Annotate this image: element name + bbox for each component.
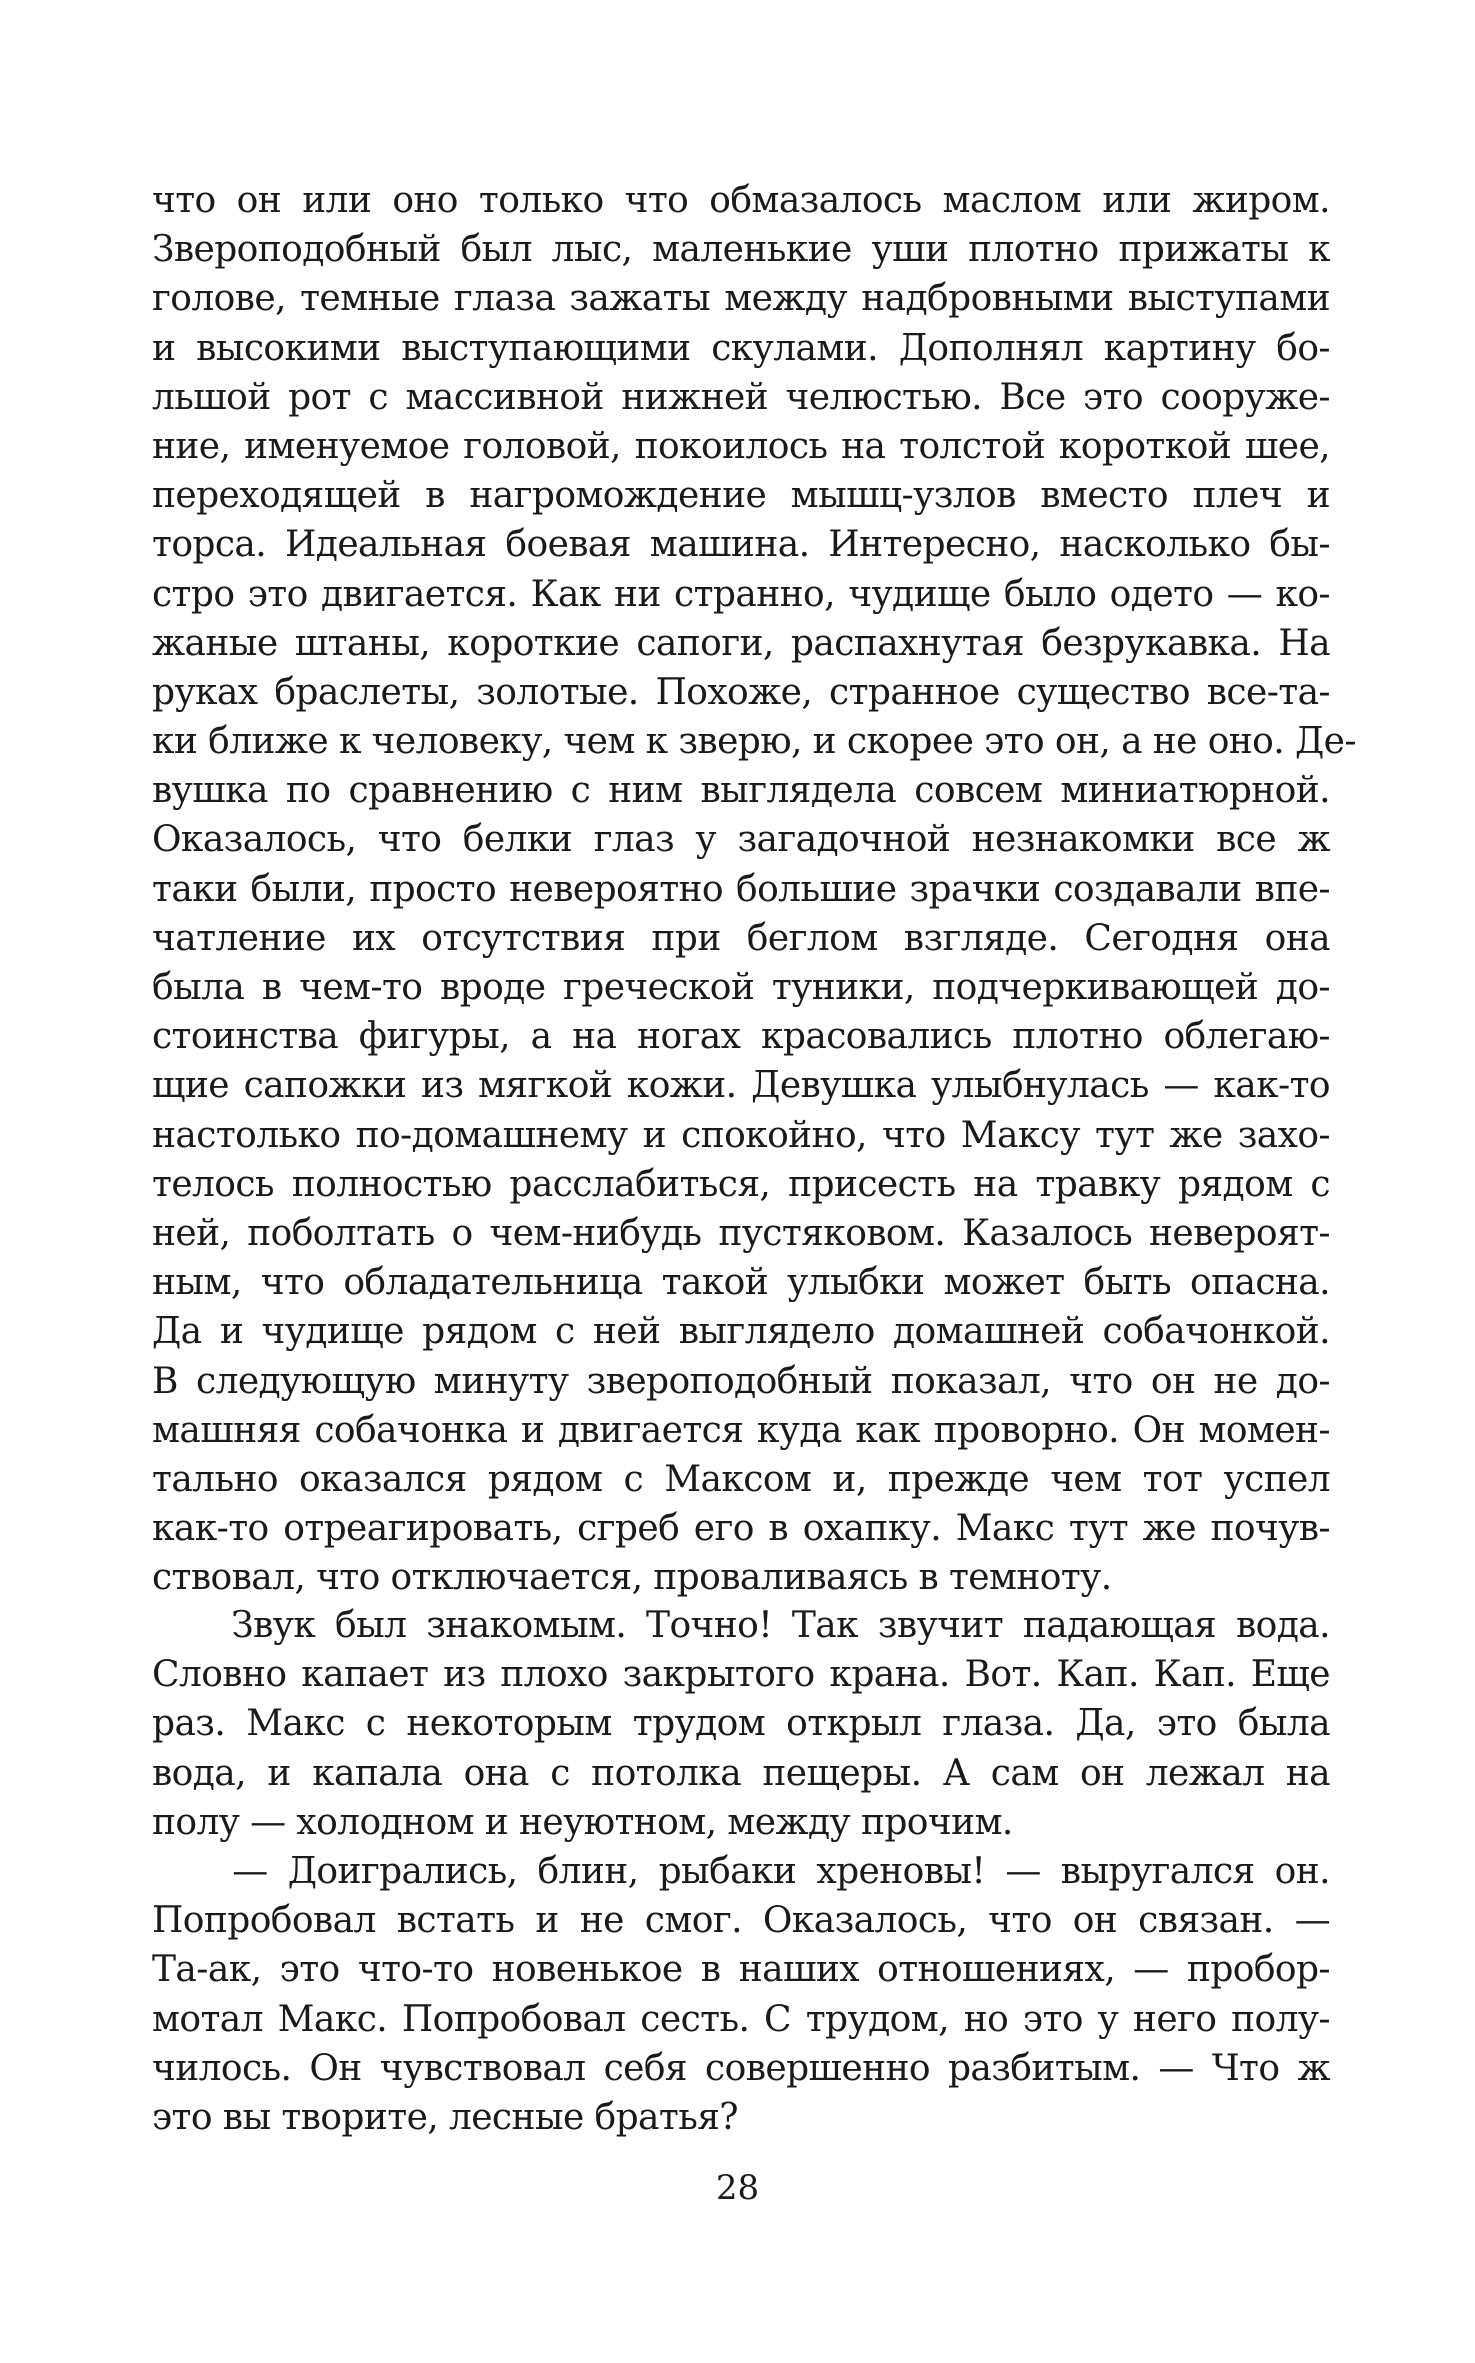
- text-line: Словно капает из плохо закрытого крана. Вот. Кап. Кап. Еще: [152, 1654, 1330, 1696]
- text-line: вода, и капала она с потолка пещеры. А сам он лежал на: [152, 1752, 1330, 1794]
- text-line: полу — холодном и неуютном, между прочим.: [152, 1801, 1013, 1843]
- text-line: была в чем-то вроде греческой туники, подчеркивающей до-: [152, 967, 1330, 1008]
- text-line: мотал Макс. Попробовал сесть. С трудом, но это у него полу-: [152, 1998, 1330, 2040]
- text-line: стро это двигается. Как ни странно, чудище было одето — ко-: [152, 573, 1330, 615]
- page-number: 28: [715, 2168, 760, 2208]
- text-line: В следующую минуту звероподобный показал, что он не до-: [152, 1360, 1330, 1402]
- text-line: Та-ак, это что-то новенькое в наших отношениях, — пробор-: [152, 1949, 1330, 1991]
- text-line: ние, именуемое головой, покоилось на толстой короткой шее,: [152, 425, 1330, 467]
- text-line: это вы творите, лесные братья?: [152, 2096, 739, 2138]
- text-line: льшой рот с массивной нижней челюстью. Все это сооруже-: [152, 376, 1330, 418]
- text-line: чатление их отсутствия при беглом взгляде. Сегодня она: [152, 917, 1330, 959]
- text-line: ствовал, что отключается, проваливаясь в темноту.: [152, 1557, 1112, 1599]
- text-line: торса. Идеальная боевая машина. Интересно, насколько бы-: [152, 524, 1330, 566]
- text-line: телось полностью расслабиться, присесть на травку рядом с: [152, 1163, 1330, 1205]
- text-line: настолько по-домашнему и спокойно, что Максу тут же захо-: [152, 1114, 1330, 1156]
- text-line: раз. Макс с некоторым трудом открыл глаза. Да, это была: [152, 1703, 1330, 1745]
- text-line: ней, поболтать о чем-нибудь пустяковом. Казалось невероят-: [152, 1212, 1330, 1254]
- text-line: и высокими выступающими скулами. Дополнял картину бо-: [152, 327, 1330, 369]
- text-line: что он или оно только что обмазалось маслом или жиром.: [152, 180, 1330, 221]
- text-line: руках браслеты, золотые. Похоже, странное существо все-та-: [152, 671, 1330, 713]
- body-text-paragraph-2: [152, 1601, 1330, 2142]
- body-text-paragraph-1: [152, 176, 1356, 1602]
- text-line: Оказалось, что белки глаз у загадочной незнакомки все ж: [152, 819, 1330, 861]
- text-line: чилось. Он чувствовал себя совершенно разбитым. — Что ж: [152, 2047, 1330, 2089]
- text-line: ным, что обладательница такой улыбки может быть опасна.: [152, 1262, 1330, 1304]
- text-line: тально оказался рядом с Максом и, прежде чем тот успел: [152, 1458, 1330, 1500]
- text-line: щие сапожки из мягкой кожи. Девушка улыбнулась — как-то: [152, 1065, 1330, 1107]
- text-line: стоинства фигуры, а на ногах красовались плотно облегаю-: [152, 1016, 1330, 1058]
- text-line: переходящей в нагромождение мышц-узлов вместо плеч и: [152, 475, 1330, 517]
- text-line: ки ближе к человеку, чем к зверю, и скорее это он, а не оно. Де-: [152, 721, 1356, 763]
- text-line: Звук был знакомым. Точно! Так звучит падающая вода.: [152, 1605, 1330, 1646]
- text-line: как-то отреагировать, сгреб его в охапку. Макс тут же почув-: [152, 1508, 1330, 1550]
- text-line: жаные штаны, короткие сапоги, распахнутая безрукавка. На: [152, 622, 1330, 664]
- text-line: машняя собачонка и двигается куда как проворно. Он момен-: [152, 1409, 1330, 1451]
- text-line: Звероподобный был лыс, маленькие уши плотно прижаты к: [152, 229, 1330, 271]
- text-line: Попробовал встать и не смог. Оказалось, что он связан. —: [152, 1900, 1330, 1942]
- text-line: — Доигрались, блин, рыбаки хреновы! — выругался он.: [152, 1850, 1330, 1892]
- text-line: таки были, просто невероятно большие зрачки создавали впе-: [152, 868, 1330, 910]
- text-line: Да и чудище рядом с ней выглядело домашней собачонкой.: [152, 1311, 1330, 1353]
- text-line: вушка по сравнению с ним выглядела совсем миниатюрной.: [152, 770, 1330, 812]
- text-line: голове, темные глаза зажаты между надбровными выступами: [152, 278, 1330, 320]
